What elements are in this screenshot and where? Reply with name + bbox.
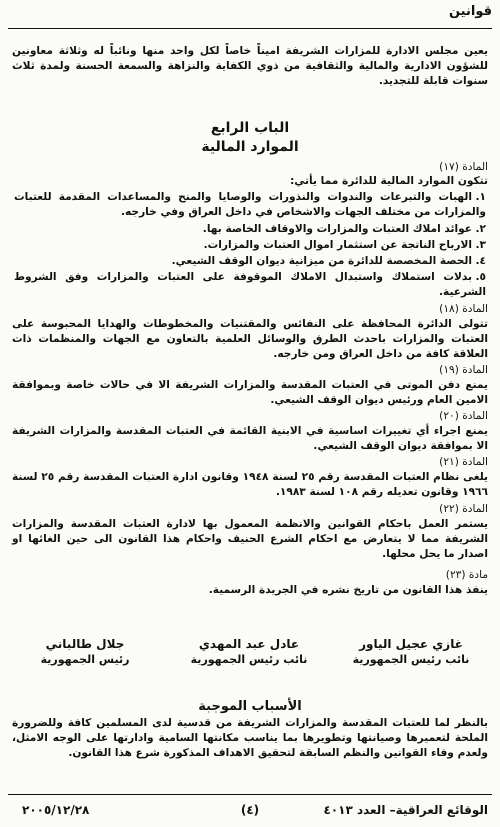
list-item-text: الحصة المخصصة للدائرة من ميزانية ديوان الوقف الشيعي. (171, 255, 472, 267)
footer-date: ٢٠٠٥/١٢/٢٨ (22, 803, 90, 817)
header-title: قوانين (448, 4, 492, 19)
footer-journal: الوقائع العراقية– العدد ٤٠١٣ (323, 803, 488, 817)
list-item-text: بدلات استملاك واستبدال الاملاك الموقوفة على العتبات والمزارات وفق الشروط الشرعية. (14, 271, 486, 298)
signature-block (10, 637, 160, 666)
signatory-role: رئيس الجمهورية (40, 653, 130, 666)
article-17-label: المادة (١٧) (439, 161, 488, 173)
intro-paragraph: يعين مجلس الادارة للمزارات الشريفة اميناً خاصاً لكل واحد منها ونائباً له وثلاثة معاونين للشؤون الادارية والمالية والثقافية من ذوي الكفاية والنزاهة والسمعة الحسنة ولمدة ثلاث سنوات قابلة للتجديد. (12, 45, 488, 87)
list-item-text: الارباح الناتجة عن استثمار اموال العتبات والمزارات. (203, 239, 472, 251)
reasons-text: بالنظر لما للعتبات المقدسة والمزارات الشريفة من قدسية لدى المسلمين كافة وللضرورة الملحة لتعميرها وصيانتها وتطويرها بما يناسب مكانتها السامية وادارتها على الوجه الامثل، ولعدم وفاء القوانين والنظم السابقة لتحقيق الاهداف المذكورة شرع هذا القانون. (12, 717, 488, 759)
article-23-label: مادة (٢٣) (445, 569, 488, 581)
article-22-label: المادة (٢٢) (439, 503, 488, 515)
article-21-text: يلغى نظام العتبات المقدسة رقم ٢٥ لسنة ١٩٤٨ وقانون ادارة العتبات المقدسة رقم ٢٥ لسنة ١٩٦٦ وقانون تعديله رقم ١٠٨ لسنة ١٩٨٣. (12, 471, 489, 498)
list-item (14, 222, 486, 237)
footer-page-number: (٤) (240, 803, 260, 817)
chapter-subtitle: الموارد المالية (201, 139, 299, 155)
list-item-number: ٤. (475, 255, 486, 267)
article-20-label: المادة (٢٠) (439, 410, 488, 422)
footer-rule (8, 794, 492, 795)
article-20-text: يمنع اجراء أي تغييرات اساسية في الابنية القائمة في العتبات المقدسة والمزارات الشريفة الا بموافقة ديوان الوقف الشيعي. (12, 425, 488, 452)
list-item (14, 238, 486, 253)
list-item-text: الهبات والتبرعات والندوات والنذورات والوصايا والمنح والمساعدات المقدمة للعتبات والمزارات من مختلف الجهات والاشخاص في داخل العراق وفي خارجه. (14, 191, 486, 218)
article-23-text: ينفذ هذا القانون من تاريخ نشره في الجريدة الرسمية. (208, 584, 488, 596)
list-item-number: ٢. (475, 223, 486, 235)
chapter-title: الباب الرابع (210, 120, 290, 136)
article-21-label: المادة (٢١) (439, 456, 488, 468)
signatory-name: غازي عجيل الياور (359, 637, 463, 651)
article-18-text: تتولى الدائرة المحافظة على النفائس والمقتنيات والمخطوطات والهدايا المحبوسة على العتبات والمزارات باحدث الطرق والوسائل العلمية بالتعاون مع الجهات والمنظمات ذات العلاقة كافة من داخل العراق ومن خارجه. (12, 318, 488, 360)
list-item-number: ٣. (475, 239, 486, 251)
signatory-name: عادل عبد المهدي (198, 637, 300, 651)
header-rule (8, 28, 492, 29)
article-19-label: المادة (١٩) (439, 364, 488, 376)
article-22-text: يستمر العمل باحكام القوانين والانظمة المعمول بها لادارة العتبات المقدسة والمزارات الشريفة مما لا يتعارض مع احكام الشرع الحنيف واحكام هذا القانون الى حين الغائها او اصدار ما يحل محلها. (12, 518, 488, 560)
signature-block (174, 637, 324, 666)
signatory-role: نائب رئيس الجمهورية (190, 653, 308, 666)
list-item (14, 190, 486, 220)
list-item-number: ٥. (475, 271, 486, 283)
article-18-label: المادة (١٨) (439, 303, 488, 315)
article-19-text: يمنع دفن الموتى في العتبات المقدسة والمزارات الشريفة الا في حالات خاصة وبموافقة الامين العام ورئيس ديوان الوقف الشيعي. (12, 379, 488, 406)
list-item (14, 254, 486, 269)
signatory-role: نائب رئيس الجمهورية (352, 653, 470, 666)
signature-block (336, 637, 486, 666)
article-17-lead: تتكون الموارد المالية للدائرة مما يأتي: (290, 175, 488, 187)
list-item (14, 270, 486, 300)
reasons-title: الأسباب الموجبة (198, 699, 302, 714)
signatory-name: جلال طالباني (45, 637, 125, 651)
list-item-number: ١. (475, 191, 486, 203)
list-item-text: عوائد املاك العتبات والمزارات والاوقاف الخاصة بها. (202, 223, 472, 235)
